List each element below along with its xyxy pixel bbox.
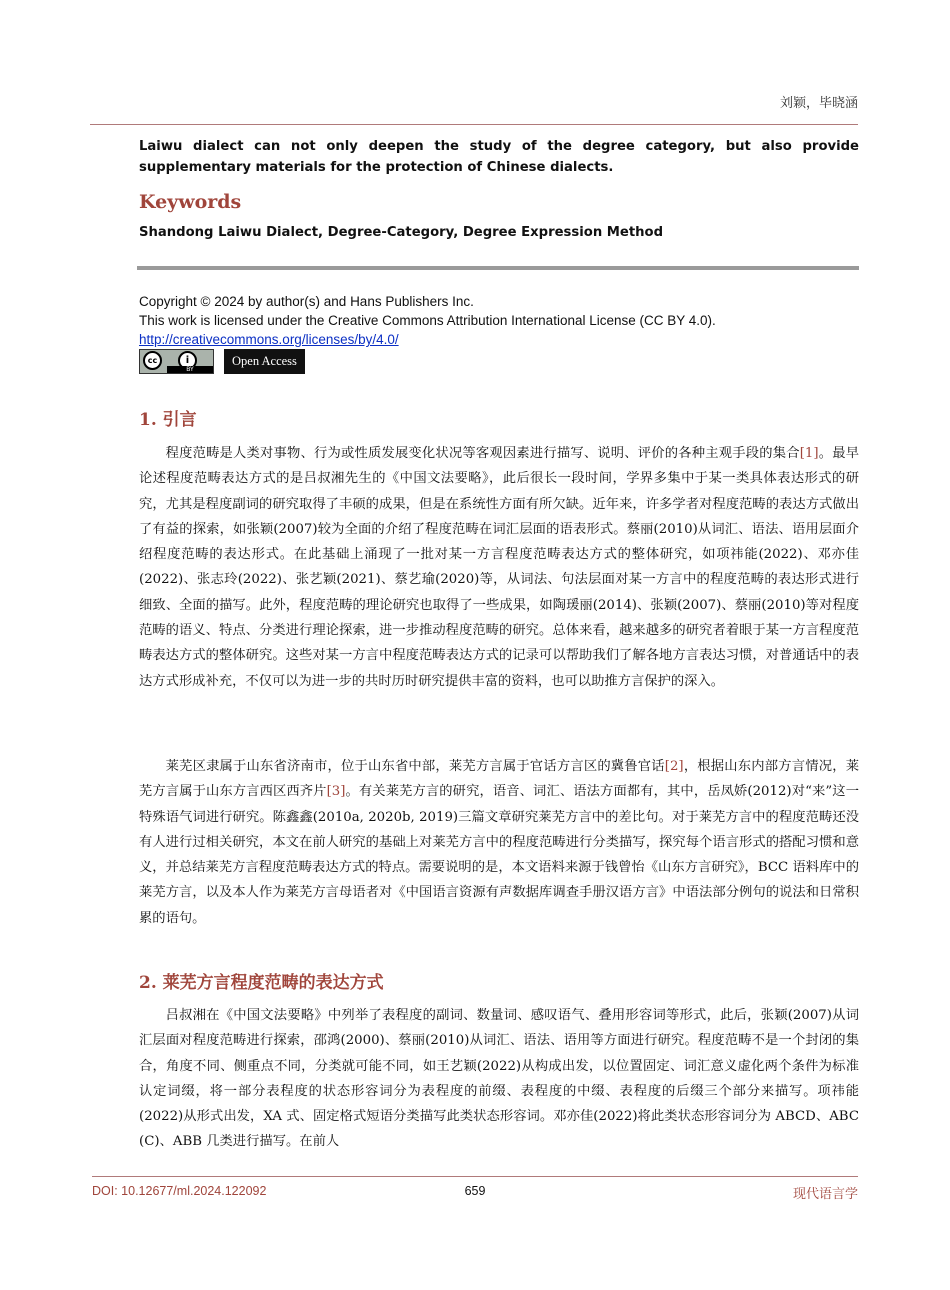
abstract-continuation: Laiwu dialect can not only deepen the study of the degree category, but also provide supplementary materials for the protection of Chinese dialects. — [139, 139, 859, 175]
section-2-paragraph-1: 吕叔湘在《中国文法要略》中列举了表程度的副词、数量词、感叹语气、叠用形容词等形式，此后，张颖(2007)从词汇层面对程度范畴进行探索，邵鸿(2000)、蔡丽(2010)从词汇、语法、语用等方面进行研究。程度范畴不是一个封闭的集合，角度不同、侧重点不同，分类就可能不同，如王艺颖(2022)从构成出发，以位置固定、词汇意义虚化两个条件为标准认定词缀，将一部分表程度的状态形容词分为表程度的前缀、表程度的中缀、表程度的后缀三个部分来描写。项祎能(2022)从形式出发，XA 式、固定格式短语分类描写此类状态形容词。邓亦佳(2022)将此类状态形容词分为 ABCD、ABC (C)、ABB 几类进行描写。在前人 — [139, 1008, 859, 1150]
section-1-heading: 1. 引言 — [139, 410, 197, 430]
license-line: This work is licensed under the Creative Commons Attribution International License (CC BY 4.0). — [139, 313, 716, 328]
running-header-authors: 刘颖，毕晓涵 — [779, 96, 858, 111]
p1-text-a: 程度范畴是人类对事物、行为或性质发展变化状况等客观因素进行描写、说明、评价的各种主观手段的集合 — [165, 446, 800, 461]
keywords-text: Shandong Laiwu Dialect, Degree-Category, Degree Expression Method — [139, 225, 664, 240]
open-access-badge[interactable]: Open Access — [224, 349, 305, 374]
license-badges — [139, 349, 305, 374]
copyright-line: Copyright © 2024 by author(s) and Hans Publishers Inc. — [139, 294, 474, 309]
p2-text-a: 莱芜区隶属于山东省济南市，位于山东省中部，莱芜方言属于官话方言区的冀鲁官话 — [165, 759, 665, 774]
journal-name: 现代语言学 — [792, 1187, 858, 1202]
p1-text-b: 。最早论述程度范畴表达方式的是吕叔湘先生的《中国文法要略》，此后很长一段时间，学界多集中于某一类具体表达形式的研究，尤其是程度副词的研究取得了丰硕的成果，但是在系统性方面有所欠缺。近年来，许多学者对程度范畴的表达方式做出了有益的探索，如张颖(2007)较为全面的介绍了程度范畴在词汇层面的语表形式。蔡丽(2010)从词汇、语法、语用层面介绍程度范畴的表达形式。在此基础上涌现了一批对某一方言程度范畴表达方式的整体研究，如项祎能(2022)、邓亦佳(2022)、张志玲(2022)、张艺颖(2021)、蔡艺瑜(2020)等，从词法、句法层面对某一方言中的程度范畴的表达形式进行细致、全面的描写。此外，程度范畴的理论研究也取得了一些成果，如陶瑗丽(2014)、张颖(2007)、蔡丽(2010)等对程度范畴的语义、特点、分类进行理论探索，进一步推动程度范畴的研究。总体来看，越来越多的研究者着眼于某一方言程度范畴表达方式的整体研究。这些对某一方言中程度范畴表达方式的记录可以帮助我们了解各地方言表达习惯，对普通话中的表达方式形成补充，不仅可以为进一步的共时历时研究提供丰富的资料，也可以助推方言保护的深入。 — [139, 446, 860, 689]
citation-link-3[interactable]: [3] — [326, 784, 346, 800]
p2-text-b: ，根据山东内部方言情况，莱芜方言属于山东方言西区西齐片 — [139, 759, 860, 800]
section-1-paragraph-2 — [139, 754, 859, 931]
footer-divider — [92, 1176, 858, 1177]
cc-by-badge[interactable] — [139, 349, 214, 374]
citation-link-1[interactable]: [1] — [799, 446, 819, 461]
cc-icon: cc — [143, 351, 162, 370]
section-divider — [137, 266, 859, 270]
footer-doi[interactable]: DOI: 10.12677/ml.2024.122092 — [92, 1184, 267, 1198]
header-divider — [90, 124, 858, 125]
section-1-paragraph-1 — [139, 441, 859, 694]
copyright-block — [139, 292, 716, 349]
p2-text-c: 。有关莱芜方言的研究，语音、词汇、语法方面都有，其中，岳凤娇(2012)对“来”这一特殊语气词进行研究。陈鑫鑫(2010a, 2020b, 2019)三篇文章研究莱芜方言中的差比句。对于莱芜方言中的程度范畴还没有人进行过相关研究，本文在前人研究的基础上对莱芜方言中的程度范畴进行分类描写，探究每个语言形式的搭配习惯和意义，并总结莱芜方言程度范畴表达方式的特点。需要说明的是，本文语料来源于钱曾怡《山东方言研究》，BCC 语料库中的莱芜方言，以及本人作为莱芜方言母语者对《中国语言资源有声数据库调查手册汉语方言》中语法部分例句的说法和日常积累的语句。 — [139, 784, 860, 926]
by-label: BY — [167, 366, 213, 373]
section-2-heading: 2. 莱芜方言程度范畴的表达方式 — [139, 973, 384, 993]
by-person-icon: i — [178, 351, 197, 370]
license-link[interactable]: http://creativecommons.org/licenses/by/4.0/ — [139, 332, 399, 347]
keywords-heading: Keywords — [139, 191, 242, 213]
citation-link-2[interactable]: [2] — [664, 759, 684, 774]
page-number: 659 — [464, 1184, 486, 1198]
